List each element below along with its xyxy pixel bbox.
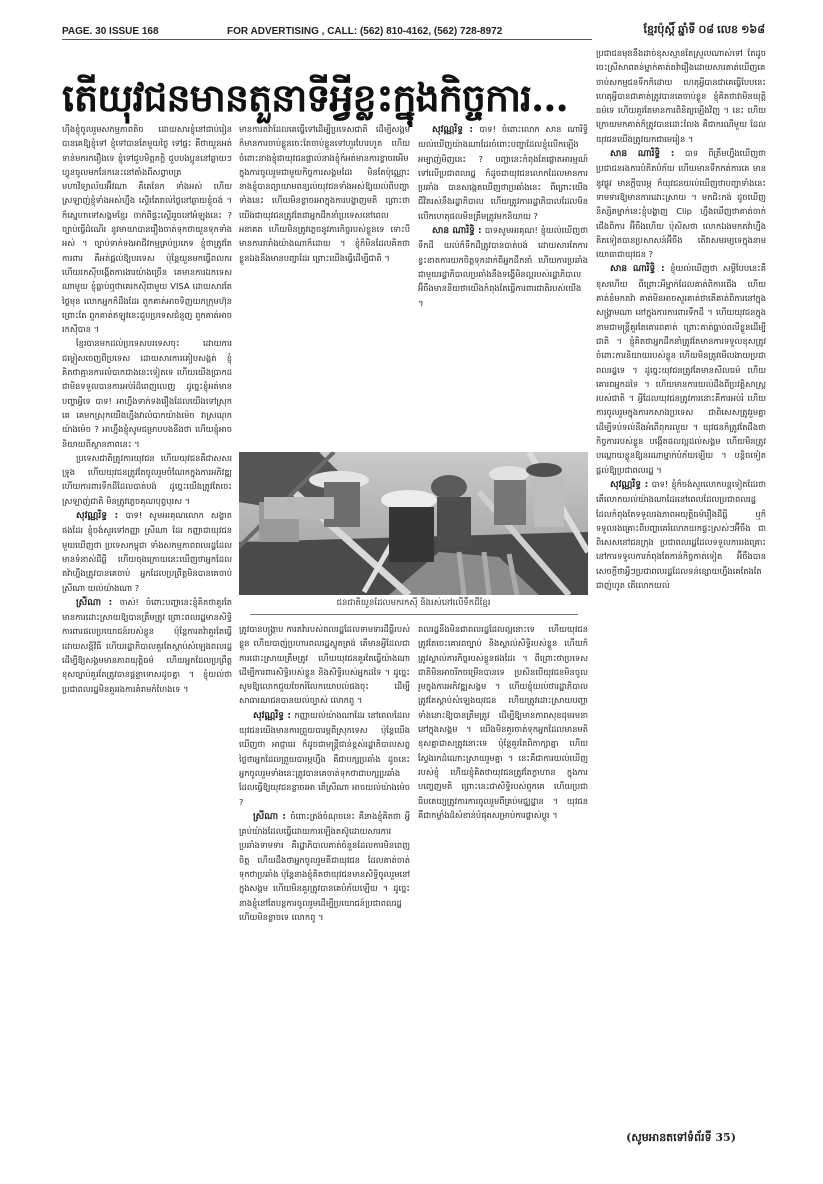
article-paragraph [239, 622, 410, 708]
advertising-contact: FOR ADVERTISING , CALL: (562) 810-4162, (562) 728-8972 [227, 26, 503, 37]
photo-caption: ជនជាតិយួនដែលមករកស៊ី និងរស់នៅលើទឹកដីខ្មែរ [336, 598, 491, 608]
speaker-label: សុវណ្ណរិទ្ធ : [253, 710, 295, 721]
speaker-label: សាន ណារិទ្ធិ : [432, 226, 485, 237]
continued-on-page-note: (សូមអានតទៅទំព័រទី 35) [626, 1131, 736, 1144]
paragraph-text: ខ្មែរបានមកដល់ប្រទេសបរទេសចុះ ដោយការជម្លៀសចេញពីប្រទេស ដោយសារការគៀបសង្កត់ ខ្ញុំគិតថាគ្មានការលំបាកជាងនេះទៀតទេ ហើយយើងប្រាកដជាមិនទទួលបានការអប់រំដ៏ពេញលេញ ដូច្នេះខ្ញុំអត់មានបញ្ហាអ្វីទេ បាទ! អាហ្នឹងទាក់ទងរឿងដែលយើងទៅស្រុកគេ គេមកស្រុកយើងហ្នឹងវាលំបាកយ៉ាងម៉េច វាស្រណុកយ៉ាងម៉េច ? អាហ្នឹងខ្ញុំសូមជម្រាបបងនឹងថា ហើយខ្ញុំអាចនិយាយពីស្ថានភាពនេះ ។ [62, 338, 232, 449]
interview-answer [239, 708, 410, 809]
article-column-4 [596, 46, 766, 1126]
speaker-label: សាន ណារិទ្ធិ : [610, 264, 671, 275]
interview-answer [418, 122, 588, 223]
article-column-2-top [239, 122, 410, 444]
article-paragraph [62, 122, 232, 336]
interview-answer [62, 595, 232, 696]
speaker-label: ស្រីណា : [253, 811, 291, 822]
article-paragraph [62, 336, 232, 450]
article-paragraph [239, 122, 410, 265]
paragraph-text: បាទ! ខ្ញុំក៏ចង់សួរលោកបន្តទៀតដែរថា តើលោកយល់យ៉ាងណាដែរនៅពេលដែលប្រជាពលរដ្ឋដែលកំពុងតែទទួលរងភាពអយុត្តិធម៌រឿងដីធ្លី ឬក៏ទទួលរងគ្រោះពីបញ្ហាគេរំលោភយកផ្ទះស្រស់ៗអ៊ីចឹង ជាពិសេសនៅជនក្រុង ប្រជាពលរដ្ឋដែលទទួលការរងគ្រោះនៅការទទួលការកំពុងតែកាន់កិច្ចកាត់ទៀត អ៊ីចឹងបានសេចក្តីថាអ្វីៗប្រជាពលរដ្ឋដែលទន់ខ្សោយហ្នឹងគេតែងតែជាញ់ហូត តើលោកយល់ [596, 478, 766, 590]
paragraph-text: បាទ ពីត្រឹមហ្នឹងឃើញថាប្រជាជនរងការបំភិតបំភ័យ ហើយមានទឹកកត់ការគេ មាននូវផ្លូវ មានក្តីបារម្ភ ក៏យុវជនយល់ឃើញថាបញ្ហាទាំងនេះទាមទារឱ្យមានការដោះស្រាយ ។ មកជិះកង់ ដូចឃើញនិស្សិតម្នាក់នេះខ្ញុំបង្ហាញ Clip ហ្នឹងឃើញថាគាត់ចាក់ជើងពិការ អ៊ីចឹងហើយ ប៉ុសិសថា លោកឯងមកតវ៉ាហ្នឹងគិតទៀតបានប្រសាសន៍អ៊ីចឹង តើវាសមរម្យទេក្នុងនាមយោធាជាយុវជន ? [596, 148, 766, 260]
paragraph-text: ត្រូវបានបង្ក្រាប ការតវ៉ារបស់ពលរដ្ឋដែលទាមទារដីធ្លីរបស់ខ្លួន ហើយបាញ់ប្រហារពលរដ្ឋស្លូតត្រង់ តើមានអ្វីដែលជាការដោះស្រាយត្រឹមត្រូវ ហើយយុវជនគួរតែធ្វើយ៉ាងណាដើម្បីការពារសិទ្ធិរបស់ខ្លួន និងសិទ្ធិរបស់អ្នកដទៃ ។ ដូច្នេះសូមឱ្យលោកជួយចែករំលែកយោបល់ផងចុះ ដើម្បីសាធារណជនបានយល់ច្បាស់ លោកពូ ។ [239, 624, 410, 706]
article-paragraph [62, 451, 232, 508]
article-paragraph [596, 46, 766, 146]
boats-photo-illustration [239, 452, 588, 595]
page-header [62, 22, 765, 38]
article-column-3-top [418, 122, 588, 444]
interview-answer [596, 477, 766, 592]
article-photo [239, 452, 588, 595]
interview-answer [596, 261, 766, 476]
caption-divider [250, 614, 578, 615]
article-column-1 [62, 122, 232, 1172]
interview-answer [596, 146, 766, 261]
paragraph-text: ខ្ញុំយល់ឃើញថា សម្តីបែបនេះគឺខុសហើយ ពីព្រោះអីម្នាក់ដែលគាត់ពិការជើង ហើយគាត់ខំមកតវ៉ា គាត់មិនអាចសួរគាត់ថាតើគាត់ពិការនៅក្នុងសង្គ្រាមណា នៅក្នុងការការពារទឹកដី ។ ហើយយុវជនក្នុងនាមជាមន្ត្រីគួរតែគោរពគាត់ ព្រោះគាត់ធ្លាប់ពលីខ្លួនដើម្បីជាតិ ។ ខ្ញុំគិតថាអ្នកដឹកនាំត្រូវតែមានការទទួលខុសត្រូវចំពោះការនិយាយរបស់ខ្លួន ហើយមិនត្រូវមើលងាយប្រជាពលរដ្ឋទេ ។ ដូច្នេះយុវជនត្រូវតែមានសីលធម៌ ហើយគោរពអ្នកដទៃ ។ ហើយមានការយល់ដឹងពីប្រវត្តិសាស្ត្ររបស់ជាតិ ។ អ្វីដែលយុវជនត្រូវការនោះគឺការអប់រំ ហើយការចូលរួមក្នុងការកសាងប្រទេស ជាពិសេសត្រូវរួមគ្នាដើម្បីទប់ទល់នឹងអំពើពុករលួយ ។ យុវជនក៏ត្រូវតែដឹងថាកិច្ចការរបស់ខ្លួន បង្កើតផលល្អដល់សង្គម ហើយមិនត្រូវបណ្តោយខ្លួនឱ្យនរណាម្នាក់បំភ័យឡើយ ។ បន្តិចទៀតផ្តល់ឱ្យប្រជាពលរដ្ឋ ។ [596, 263, 766, 475]
paragraph-text: ចាស់! ចំពោះបញ្ហានេះខ្ញុំគិតថាគួរតែមានការដោះស្រាយឱ្យបានត្រឹមត្រូវ ព្រោះពលរដ្ឋមានសិទ្ធិការពារផលប្រយោជន៍របស់ខ្លួន ប៉ុន្តែការតវ៉ាគួរតែធ្វើដោយសន្តិវិធី ហើយរដ្ឋាភិបាលគួរតែស្តាប់សំឡេងពលរដ្ឋ ដើម្បីឱ្យសង្គមមានភាពយុត្តិធម៌ ហើយអ្នកដែលប្រព្រឹត្តខុសច្បាប់គួរតែត្រូវបានផ្តន្ទាទោសដូចគ្នា ។ ខ្ញុំយល់ថាប្រជាពលរដ្ឋមិនគួររងការគំរាមកំហែងទេ ។ [62, 596, 232, 694]
paragraph-text: បាទ! ចំពោះលោក សាន ណារិទ្ធិ យល់ឃើញយ៉ាងណាដែរចំពោះបញ្ហាដែលខ្ញុំលើកឡើងអម្បាញ់មិញនេះ ? បញ្ហានេះកំពុងតែផ្តោតអារម្មណ៍ទៅលើប្រជាពលរដ្ឋ ក៏ដូចជាយុវជនលោកដែលមានការប្រឆាំង បានសង្កេតឃើញថាប្រឆាំងនេះ ពីព្រោះយើងជីវិតរស់នឹងរដ្ឋាភិបាល ហើយត្រូវការរដ្ឋាភិបាលដែលមិនលើកហេតុផលមិនត្រឹមត្រូវមកនិយាយ ? [418, 124, 588, 221]
article-headline: តើយុវជនមានតួនាទីអ្វីខ្លះក្នុងកិច្ចការ... [62, 75, 568, 121]
interview-answer [62, 508, 232, 595]
paragraph-text: បាទសូមអរគុណ! ខ្ញុំយល់ឃើញថាទឹកដី យល់ក៏ទឹកដីត្រូវបានបាត់បង់ ដោយសារតែការខ្វះខាតការយកចិត្តទុកដាក់ពីអ្នកដឹកនាំ ហើយការប្រឆាំងជាមួយរដ្ឋាភិបាលប្រឆាំងនឹងទង្វើមិនល្អរបស់រដ្ឋាភិបាល អ៊ីចឹងមាននីយថាយើងកំពុងតែធ្វើការពារជាតិរបស់យើង ។ [418, 225, 588, 308]
paragraph-text: បាទ! សូមអរគុណលោក សង្ខាត ផងដែរ ខ្ញុំចង់សួរទៅកញ្ញា ស្រីណា ដែរ កញ្ញាជាយុវជនមួយឃើញថា ប្រទេសកម្ពុជា ទាំងសកម្មភាពពលរដ្ឋដែលមានទំនាស់ដីធ្លី ហើយចុងក្រោយនេះឃើញថាអ្នកដែលតវ៉ាហ្នឹងត្រូវបានគេចាប់ អ្នកដែលប្រព្រឹត្តមិនបានគេចាប់ ស្រីណា យល់យ៉ាងណា ? [62, 510, 232, 593]
speaker-label: ស្រីណា : [76, 597, 120, 608]
speaker-label: សុវណ្ណរិទ្ធ : [610, 479, 652, 490]
paragraph-text: ប្រទេសជាតិត្រូវការយុវជន ហើយយុវជនគឺជាសសរទ្រូង ហើយយុវជនត្រូវតែចូលរួមចំណែកក្នុងការអភិវឌ្ឍ ហើយការពារទឹកដីដែលបាត់បង់ ដូច្នេះយើងត្រូវតែចេះស្រឡាញ់ជាតិ មិនត្រូវភ្លេចគុណបុព្វបុរស ។ [62, 452, 232, 506]
article-column-2-bottom [239, 622, 410, 1162]
masthead-date: ខ្មែរប៉ុស្តិ៍ ឆ្នាំទី ០៨ លេខ ១៦៨ [643, 24, 765, 36]
paragraph-text: ចំពោះត្រង់ចំណុចនេះ គឺនាងខ្ញុំគិតថា អ្វីគ្រប់យ៉ាងដែលធ្វើដោយការឡើងតស៊ូដោយសារការប្រឆាំងទាមទារ គឺរដ្ឋាភិបាលគាត់ចំនួនដែលការមិនពេញចិត្ត ហើយដឹងថាអ្នកចូលរួមគឺជាយុវជន ដែលគាត់ចាត់ទុកថាប្រឆាំង ប៉ុន្តែនាងខ្ញុំគិតថាយុវជនមានសិទ្ធិចូលរួមនៅក្នុងសង្គម ហើយមិនគួរត្រូវបានគេបំភ័យឡើយ ។ ដូច្នេះនាងខ្ញុំនៅតែបន្តការចូលរួមដើម្បីប្រយោជន៍ប្រជាពលរដ្ឋ ហើយមិនខ្លាចទេ លោកពូ ។ [239, 810, 410, 922]
paragraph-text: ពលរដ្ឋនឹងមិនជាពលរដ្ឋដែលល្អនោះទេ ហើយយុវជនត្រូវតែចេះគោរពច្បាប់ និងស្គាល់សិទ្ធិរបស់ខ្លួន ហើយក៏ត្រូវស្គាល់ភារកិច្ចរបស់ខ្លួនផងដែរ ។ ពីព្រោះថាប្រទេសជាតិមិនអាចរីកចម្រើនបានទេ ប្រសិនបើយុវជនមិនចូលរួមក្នុងការអភិវឌ្ឍសង្គម ។ ហើយខ្ញុំយល់ថារដ្ឋាភិបាលត្រូវតែស្តាប់សំឡេងយុវជន ហើយត្រូវដោះស្រាយបញ្ហាទាំងនោះឱ្យបានត្រឹមត្រូវ ដើម្បីឱ្យមានភាពសុខដុមរមនានៅក្នុងសង្គម ។ យើងមិនគួរចាត់ទុកអ្នកដែលមានមតិខុសគ្នាជាសត្រូវនោះទេ ប៉ុន្តែគួរតែពិភាក្សាគ្នា ហើយស្វែងរកដំណោះស្រាយរួមគ្នា ។ នេះគឺជាការយល់ឃើញរបស់ខ្ញុំ ហើយខ្ញុំគិតថាយុវជនត្រូវតែក្លាហាន ក្នុងការបញ្ចេញមតិ ព្រោះនេះជាសិទ្ធិរបស់ពួកគេ ហើយប្រជាធិបតេយ្យត្រូវការការចូលរួមពីគ្រប់មជ្ឈដ្ឋាន ។ យុវជនគឺជាកម្លាំងដ៏សំខាន់បំផុតសម្រាប់ការផ្លាស់ប្តូរ ។ [418, 624, 588, 820]
speaker-label: សុវណ្ណរិទ្ធ : [432, 125, 480, 135]
paragraph-text: ប្រជាជនមុននឹងដាច់ខុសស្មានតែស្រួលណាស់ទៅ តែដូចចេះស្រីសាពតន់ម្នាក់គាត់តវ៉ារឿងដោយសារគាត់ឃើញគេចាប់សកម្មជនទឹកក៏ដោយ ហេតុអ្វីបានជាគេធ្វើបែបនេះ ហេតុអ្វីបានជាគាត់ត្រូវបានគេចាប់ខ្លួន ខ្ញុំគិតថាវាមិនយុត្តិធម៌ទេ ហើយគួរតែមានការពិនិត្យឡើងវិញ ។ នេះ ហើយក្រោយមកគាត់ក៏ត្រូវបានដោះលែង គឺជាករណីមួយ ដែលយុវជនយើងត្រូវយកជាមេរៀន ។ [596, 48, 766, 144]
article-column-3-bottom [418, 622, 588, 1162]
speaker-label: សាន ណារិទ្ធិ : [610, 149, 685, 160]
header-divider [62, 39, 592, 40]
interview-answer [418, 223, 588, 310]
paragraph-text: មានការតវ៉ាដែលគេធ្វើទៅដើម្បីប្រទេសជាតិ ដើម្បីសង្គម ក៏មានការចាប់ខ្លួនចេះតែចាប់ខ្លួនទៅហួរហែរហូត ហើយចំពោះនាងខ្ញុំជាយុវជនផ្ទាល់នាងខ្ញុំក៏អត់មានការខ្លាចរអើមក្នុងការចូលរួមជាមួយកិច្ចការសង្គមដែរ មិនតែប៉ុណ្ណោះ នាងខ្ញុំបានព្យាយាមពន្យល់យុវជនទាំងអស់ឱ្យយល់ពីបញ្ហាទាំងនេះ ហើយមិនខ្លាចរអាក្នុងការបង្ហាញមតិ ព្រោះថាយើងជាយុវជនត្រូវតែជាអ្នកដឹកនាំប្រទេសនៅពេលអនាគត ហើយមិនត្រូវភ្លេចនូវភារកិច្ចរបស់ខ្លួនទេ ទោះបីមានការរារាំងយ៉ាងណាក៏ដោយ ។ ខ្ញុំក៏មិនដែលគិតថាខ្លួនឯងនឹងមានបញ្ហាដែរ ព្រោះយើងធ្វើដើម្បីជាតិ ។ [239, 124, 410, 263]
speaker-label: សុវណ្ណរិទ្ធ : [76, 511, 126, 522]
interview-answer [239, 809, 410, 924]
paragraph-text: កញ្ញាយល់យ៉ាងណាដែរ នៅពេលដែលយុវជនយើងមានការព្រួយបារម្ភពីស្រុកទេស ប៉ុន្តែយើងឃើញថា អាជ្ញាធរ ក៏ដូចជាមន្ត្រីជាន់ខ្ពស់រដ្ឋាភិបាលសព្វថ្ងៃថាអ្នកដែលព្រួយបារម្ភហ្នឹង គឺជាបក្សប្រឆាំង ដូចនេះអ្នកចូលរួមទាំងនេះត្រូវបានគេចាត់ទុកថាជាបក្សប្រឆាំង ដែលធ្វើឱ្យយុវជនខ្លាចរអា តើស្រីណា អាចយល់យ៉ាងម៉េច ? [239, 709, 410, 807]
page-issue-label: PAGE. 30 ISSUE 168 [62, 26, 159, 37]
article-paragraph [418, 622, 588, 822]
paragraph-text: ហ៊ីងខ្ញុំចូលរួមសកម្មភាពតិច ដោយសារខ្ញុំនៅជាប់រៀន បានគេឱ្យខ្ញុំទៅ ខ្ញុំទៅបានតែមួយថ្ងៃ ទៅផ្ទះ គឺថាយួនអត់ទាន់មករករឿងទេ ខ្ញុំទៅជួបមិត្តភក្តិ ជួបបងប្អូននៅឆ្ងាយៗ ហ្វូនចូលមកនែកនេះនៅតាំងពីសព្វាបត្រ មហាវិទ្យាល័យអ៊ីវណា គឺគេនែក ទាំងអស់ ហើយស្រឡាញ់ខ្ញុំទាំងអស់ហ្នឹង ស្ទើរតែរាល់ថ្ងៃនៅឆ្ងាយខ្ញុំចង់ ។ ក៏ស្នេហាទៅសង្គមខ្មែរ ចាក់ពីផ្ទះស្ទើររួចនៅអំឡុងនេះ ? ច្បាប់ធ្វើដំណើរ នូវមាយាបានរឿងចាត់ទុកថាយួនទុកទាំងអស់ ។ ច្បាប់ទាក់ទងអាជីវកម្មគ្រប់ប្រភេទ ខ្ញុំថាត្រូវតែការពារ គឺអត់ផ្តល់ឱ្យបរទេស ប៉ុន្តែយួនមកធ្វើពលករ ហើយរកស៊ីបង្កើតការងារយ៉ាងច្រើន គេមានការឯកទេសណាមួយ ខ្ញុំធ្លាប់ឮថាគេរកស៊ីជាមួយ VISA ដោយសារតែថ្ងៃមុន លោកអ្នកក៏ដឹងដែរ ពួកគាត់អាចទិញយកក្រុមហ៊ុន ព្រោះតែ ពួកគាត់ឥឡូវនេះជួបប្រទេសជំនួញ ពួកគាត់អាចរកស៊ីបាន ។ [62, 124, 232, 335]
